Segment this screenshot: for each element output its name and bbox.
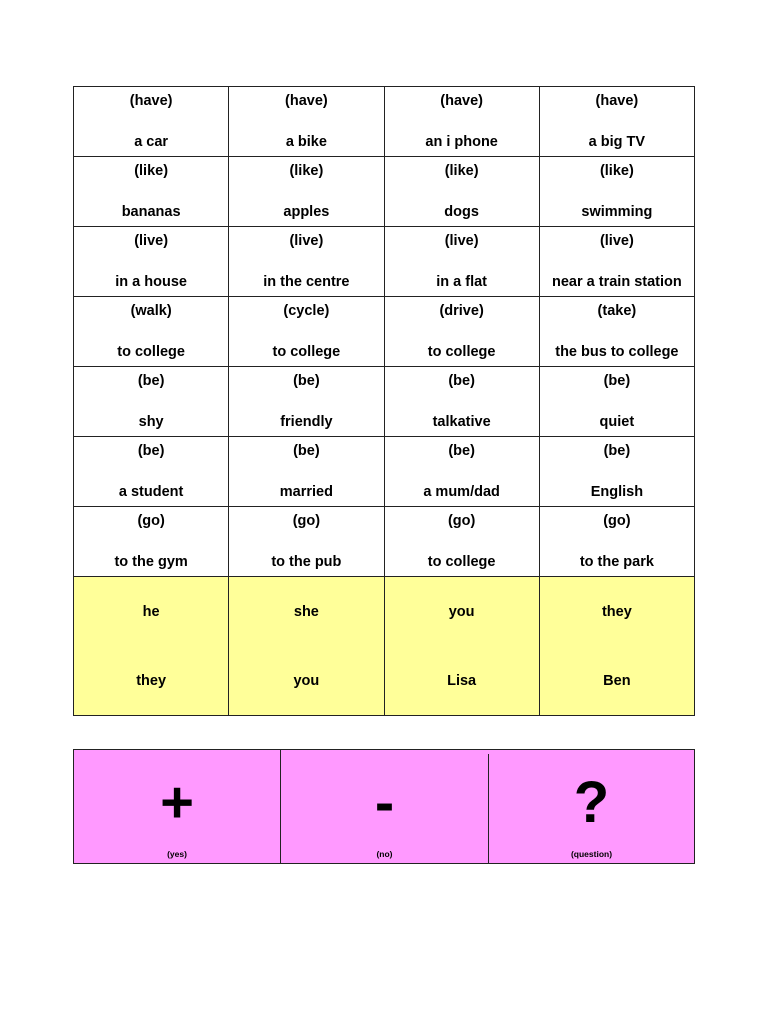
object-label: swimming — [581, 204, 653, 220]
verb-label: (go) — [447, 513, 476, 529]
verb-row-go — [74, 507, 695, 577]
verb-label: (have) — [129, 93, 173, 109]
subject-label: he — [142, 604, 160, 620]
subject-label: Lisa — [447, 673, 477, 689]
verb-label: (be) — [603, 373, 631, 389]
subject-row — [74, 577, 695, 647]
verb-card — [74, 227, 229, 297]
subject-card — [229, 577, 384, 647]
verb-row-have — [74, 87, 695, 157]
verb-card — [384, 367, 539, 437]
subject-label: they — [136, 673, 167, 689]
subject-label: she — [293, 604, 319, 620]
object-label: quiet — [599, 414, 635, 430]
verb-card — [539, 437, 694, 507]
subject-card — [384, 646, 539, 716]
verb-card — [229, 157, 384, 227]
verb-label: (have) — [595, 93, 639, 109]
verb-label: (be) — [293, 443, 320, 459]
verb-card — [74, 87, 229, 157]
subject-card — [74, 577, 229, 647]
object-label: an i phone — [425, 134, 498, 150]
subject-card — [74, 646, 229, 716]
object-label: to the gym — [114, 554, 188, 570]
verb-card — [384, 297, 539, 367]
object-label: dogs — [444, 204, 479, 220]
verb-label: (be) — [293, 373, 320, 389]
object-label: shy — [138, 414, 164, 430]
verb-label: (go) — [603, 513, 631, 529]
object-label: a student — [118, 484, 184, 500]
verb-card — [229, 297, 384, 367]
verb-card — [539, 157, 694, 227]
object-label: near a train station — [552, 274, 682, 290]
verb-card — [539, 507, 694, 577]
verb-card — [229, 367, 384, 437]
verb-card — [229, 507, 384, 577]
object-label: English — [590, 484, 644, 500]
subject-label: you — [293, 673, 320, 689]
verb-card — [229, 437, 384, 507]
verb-label: (be) — [137, 373, 165, 389]
verb-card — [539, 227, 694, 297]
minus-icon: - — [374, 770, 395, 835]
verb-label: (go) — [292, 513, 321, 529]
verb-card — [384, 437, 539, 507]
verb-row-be-status — [74, 437, 695, 507]
sentence-type-cards — [73, 749, 695, 864]
verb-card — [384, 507, 539, 577]
object-label: in the centre — [263, 274, 350, 290]
sign-caption: (no) — [376, 849, 393, 859]
object-label: in a flat — [436, 274, 487, 290]
verb-label: (be) — [603, 443, 631, 459]
positive-card — [74, 750, 280, 863]
object-label: a car — [134, 134, 169, 150]
subject-label: Ben — [603, 673, 631, 689]
subject-label: they — [601, 604, 632, 620]
subject-card — [229, 646, 384, 716]
question-mark-icon: ? — [573, 770, 610, 835]
verb-label: (go) — [137, 513, 165, 529]
object-label: a bike — [285, 134, 327, 150]
verb-card — [74, 157, 229, 227]
verb-label: (be) — [137, 443, 165, 459]
verb-card — [229, 87, 384, 157]
subject-card — [384, 577, 539, 647]
object-label: a mum/dad — [423, 484, 500, 500]
object-label: to college — [117, 344, 185, 360]
verb-label: (live) — [444, 233, 479, 249]
object-label: married — [279, 484, 333, 500]
subject-row — [74, 646, 695, 716]
object-label: to college — [427, 344, 496, 360]
object-label: in a house — [115, 274, 187, 290]
verb-label: (cycle) — [283, 303, 330, 319]
verb-label: (have) — [440, 93, 483, 109]
question-card — [489, 750, 694, 863]
object-label: to college — [427, 554, 496, 570]
verb-card — [539, 297, 694, 367]
verb-label: (be) — [448, 443, 475, 459]
object-label: to the park — [579, 554, 654, 570]
negative-card — [281, 750, 488, 863]
verb-row-like — [74, 157, 695, 227]
verb-card — [74, 437, 229, 507]
object-label: to college — [272, 344, 341, 360]
object-label: friendly — [280, 414, 333, 430]
verb-label: (live) — [134, 233, 169, 249]
verb-label: (like) — [444, 163, 479, 179]
verb-row-travel — [74, 297, 695, 367]
sign-caption: (question) — [570, 849, 613, 859]
object-label: the bus to college — [555, 344, 679, 360]
verb-card — [384, 87, 539, 157]
object-label: apples — [283, 204, 330, 220]
object-label: a big TV — [588, 134, 646, 150]
verb-label: (like) — [289, 163, 324, 179]
sign-caption: (yes) — [167, 849, 187, 859]
verb-label: (drive) — [439, 303, 484, 319]
verb-card — [384, 227, 539, 297]
subject-label: you — [448, 604, 475, 620]
verb-label: (take) — [597, 303, 637, 319]
subject-card — [539, 646, 694, 716]
verb-card — [229, 227, 384, 297]
verb-label: (be) — [448, 373, 475, 389]
verb-row-be-personality — [74, 367, 695, 437]
verb-label: (have) — [285, 93, 328, 109]
object-label: to the pub — [271, 554, 342, 570]
plus-icon: + — [160, 770, 194, 835]
verb-card — [74, 297, 229, 367]
verb-label: (walk) — [130, 303, 172, 319]
verb-label: (like) — [134, 163, 169, 179]
verb-card — [384, 157, 539, 227]
verb-card — [74, 507, 229, 577]
verb-card-grid — [73, 86, 695, 716]
verb-card — [74, 367, 229, 437]
subject-card — [539, 577, 694, 647]
object-label: bananas — [121, 204, 181, 220]
verb-card — [539, 87, 694, 157]
verb-card — [539, 367, 694, 437]
verb-label: (live) — [289, 233, 324, 249]
verb-label: (like) — [599, 163, 634, 179]
object-label: talkative — [432, 414, 491, 430]
verb-label: (live) — [599, 233, 634, 249]
verb-row-live — [74, 227, 695, 297]
